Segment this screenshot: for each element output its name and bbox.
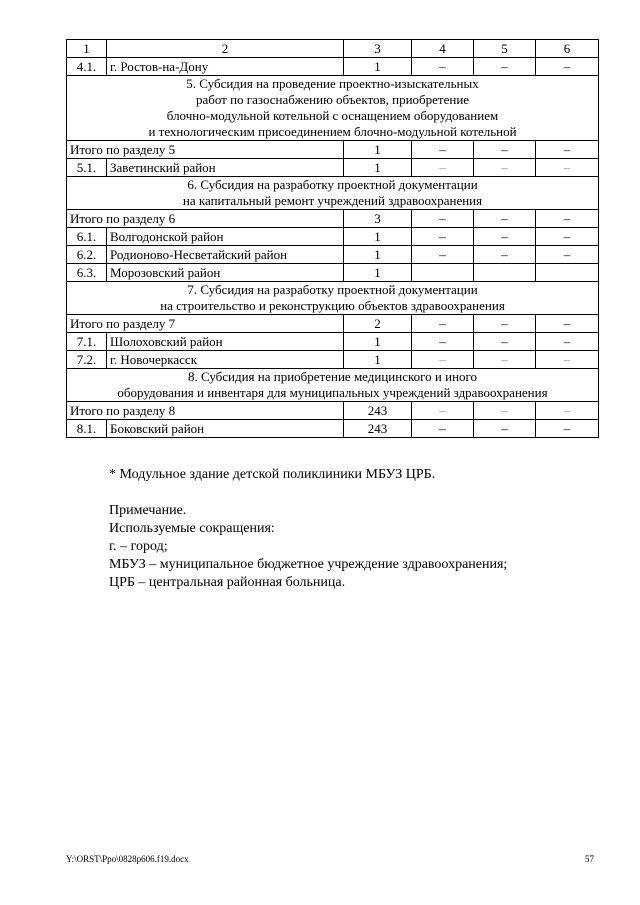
row-number: 7.2. (67, 351, 107, 369)
total-label: Итого по разделу 7 (67, 315, 344, 333)
row-value-3: 243 (344, 420, 412, 438)
total-value-3: 3 (344, 210, 412, 228)
section-heading-row (67, 282, 599, 315)
section-total-row (67, 210, 599, 228)
header-row (67, 40, 599, 58)
row-name: Шолоховский район (107, 333, 344, 351)
row-value-4 (412, 264, 474, 282)
section-total-row (67, 315, 599, 333)
total-value-5: – (474, 402, 536, 420)
total-value-3: 243 (344, 402, 412, 420)
total-label: Итого по разделу 6 (67, 210, 344, 228)
section-5-line-2: работ по газоснабжению объектов, приобретение (195, 92, 470, 107)
abbreviation-item: г. – город; (109, 539, 168, 554)
subsidy-table (66, 39, 599, 438)
total-value-6: – (536, 210, 599, 228)
row-name: Боковский район (107, 420, 344, 438)
row-value-5: – (474, 246, 536, 264)
abbreviation-item: МБУЗ – муниципальное бюджетное учреждение здравоохранения; (109, 557, 508, 572)
section-heading-row (67, 177, 599, 210)
row-value-3: 1 (344, 159, 412, 177)
section-5-line-3: блочно-модульной котельной с оснащением оборудованием (166, 108, 499, 123)
table-row (67, 246, 599, 264)
total-value-3: 2 (344, 315, 412, 333)
row-value-6: – (536, 246, 599, 264)
row-value-4: – (412, 58, 474, 76)
row-value-4: – (412, 333, 474, 351)
table-row (67, 351, 599, 369)
header-col-4: 4 (412, 40, 474, 58)
table-row (67, 58, 599, 76)
row-value-5: – (474, 420, 536, 438)
table-row (67, 333, 599, 351)
total-value-6: – (536, 141, 599, 159)
row-number: 4.1. (67, 58, 107, 76)
row-value-6 (536, 264, 599, 282)
total-label: Итого по разделу 8 (67, 402, 344, 420)
row-name: Заветинский район (107, 159, 344, 177)
row-value-6: – (536, 333, 599, 351)
row-name: г. Новочеркасск (107, 351, 344, 369)
abbreviation-item: ЦРБ – центральная районная больница. (109, 575, 346, 590)
section-8-line-1: 8. Субсидия на приобретение медицинского и иного (187, 369, 478, 384)
section-5-line-1: 5. Субсидия на проведение проектно-изыскательных (186, 76, 479, 91)
total-value-4: – (412, 210, 474, 228)
total-value-6: – (536, 315, 599, 333)
row-value-5 (474, 264, 536, 282)
abbreviations-intro: Используемые сокращения: (109, 521, 275, 536)
row-value-4: – (412, 246, 474, 264)
row-value-5: – (474, 228, 536, 246)
section-total-row (67, 141, 599, 159)
section-heading-row (67, 369, 599, 402)
row-value-3: 1 (344, 228, 412, 246)
total-value-4: – (412, 402, 474, 420)
row-value-3: 1 (344, 264, 412, 282)
row-name: Родионово-Несветайский район (107, 246, 344, 264)
row-value-5: – (474, 159, 536, 177)
table-row (67, 420, 599, 438)
row-value-3: 1 (344, 333, 412, 351)
header-col-5: 5 (474, 40, 536, 58)
section-7-line-2: на строительство и реконструкцию объектов здравоохранения (160, 298, 505, 313)
table-row (67, 159, 599, 177)
header-col-1: 1 (67, 40, 107, 58)
section-6-heading (67, 177, 599, 210)
row-value-5: – (474, 58, 536, 76)
row-name: г. Ростов-на-Дону (107, 58, 344, 76)
row-number: 5.1. (67, 159, 107, 177)
section-5-line-4: и технологическим присоединением блочно-модульной котельной (148, 124, 517, 139)
row-value-6: – (536, 159, 599, 177)
total-value-5: – (474, 210, 536, 228)
row-name: Морозовский район (107, 264, 344, 282)
row-value-4: – (412, 228, 474, 246)
row-number: 6.2. (67, 246, 107, 264)
page-number: 57 (585, 854, 594, 864)
row-value-6: – (536, 228, 599, 246)
row-value-4: – (412, 159, 474, 177)
row-value-3: 1 (344, 246, 412, 264)
row-number: 7.1. (67, 333, 107, 351)
section-6-line-1: 6. Субсидия на разработку проектной документации (187, 177, 478, 192)
header-col-3: 3 (344, 40, 412, 58)
row-value-6: – (536, 351, 599, 369)
section-total-row (67, 402, 599, 420)
total-value-4: – (412, 315, 474, 333)
section-8-heading (67, 369, 599, 402)
total-value-5: – (474, 315, 536, 333)
total-value-3: 1 (344, 141, 412, 159)
footer-file-path: Y:\ORST\Ppo\0828p606.f19.docx (66, 854, 189, 864)
row-value-6: – (536, 58, 599, 76)
section-7-heading (67, 282, 599, 315)
section-8-line-2: оборудования и инвентаря для муниципальных учреждений здравоохранения (117, 385, 548, 400)
notes-title: Примечание. (109, 503, 187, 518)
footnote: * Модульное здание детской поликлиники МБУЗ ЦРБ. (109, 467, 436, 482)
row-name: Волгодонской район (107, 228, 344, 246)
total-value-6: – (536, 402, 599, 420)
section-7-line-1: 7. Субсидия на разработку проектной документации (187, 282, 478, 297)
row-number: 8.1. (67, 420, 107, 438)
row-value-3: 1 (344, 351, 412, 369)
row-value-4: – (412, 351, 474, 369)
header-col-6: 6 (536, 40, 599, 58)
table-row (67, 264, 599, 282)
total-value-4: – (412, 141, 474, 159)
row-value-5: – (474, 333, 536, 351)
total-value-5: – (474, 141, 536, 159)
row-value-3: 1 (344, 58, 412, 76)
row-number: 6.1. (67, 228, 107, 246)
row-value-4: – (412, 420, 474, 438)
table-row (67, 228, 599, 246)
row-number: 6.3. (67, 264, 107, 282)
total-label: Итого по разделу 5 (67, 141, 344, 159)
header-col-2: 2 (107, 40, 344, 58)
section-heading-row (67, 76, 599, 141)
section-6-line-2: на капитальный ремонт учреждений здравоохранения (182, 193, 483, 208)
row-value-6: – (536, 420, 599, 438)
section-5-heading (67, 76, 599, 141)
row-value-5: – (474, 351, 536, 369)
spacer (109, 484, 507, 502)
notes-block (109, 466, 507, 592)
